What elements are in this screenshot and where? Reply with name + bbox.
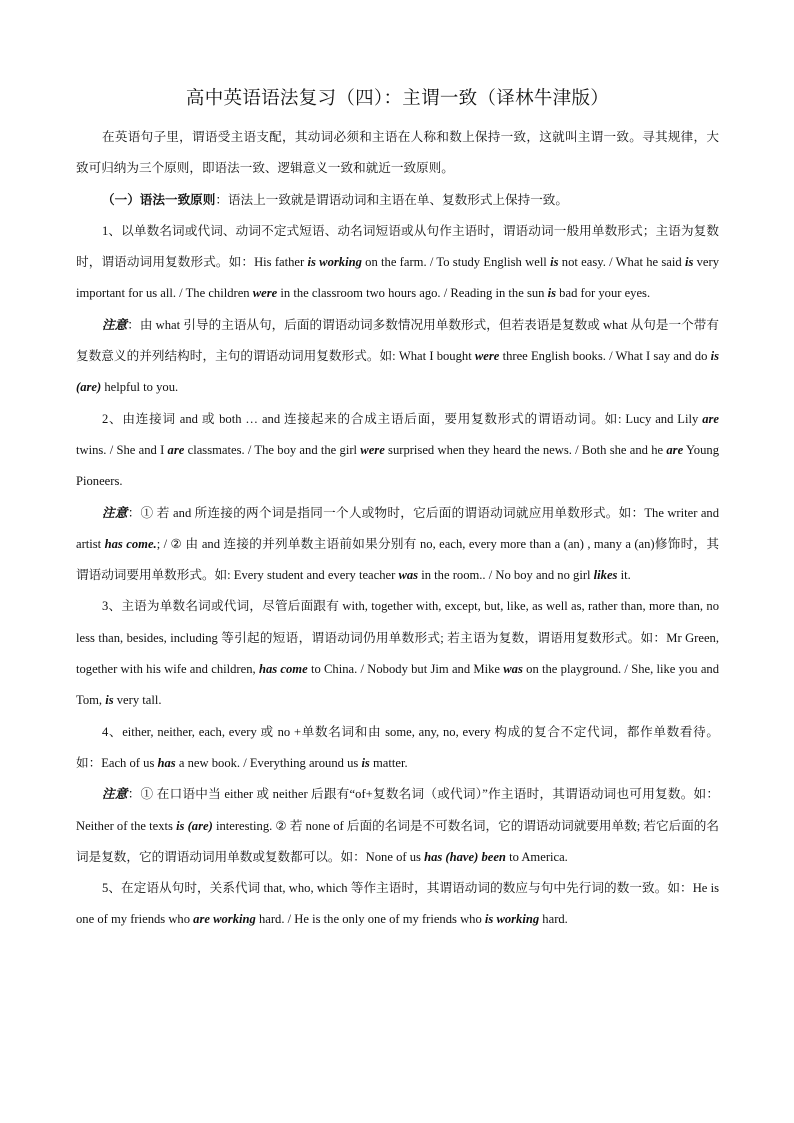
verb-example: was — [398, 568, 419, 583]
verb-example: is (are) — [76, 349, 719, 395]
text-run: a new book. / Everything around us — [175, 755, 362, 770]
text-run: to America. — [505, 849, 568, 864]
rule-paragraph-3 — [76, 591, 719, 716]
verb-example: are — [666, 442, 684, 457]
text-run: three English books. / What I say and do — [499, 349, 711, 364]
text-run: ; / ② 由 and 连接的并列单数主语前如果分别有 no, each, every more than a (an) , many a (an)修饰时，其谓语动词要用单数形式。如: Every student and every teacher — [76, 536, 719, 583]
verb-example: is — [550, 255, 559, 270]
text-run: in the classroom two hours ago. / Reading in the sun — [277, 286, 548, 301]
verb-example: has (have) been — [424, 849, 506, 864]
text-run: 1、以单数名词或代词、动词不定式短语、动名词短语或从句作主语时，谓语动词一般用单数形式；主语为复数时，谓语动词用复数形式。如：His father — [76, 223, 719, 270]
text-run: helpful to you. — [101, 380, 179, 395]
note-paragraph-3 — [76, 779, 719, 873]
text-run: ：① 在口语中当 either 或 neither 后跟有“of+复数名词（或代词）”作主语时，其谓语动词也可用复数。如：Neither of the texts — [76, 787, 719, 833]
verb-example: are — [702, 411, 719, 426]
verb-example: is working — [307, 255, 362, 270]
section-heading-text: ：语法上一致就是谓语动词和主语在单、复数形式上保持一致。 — [215, 192, 568, 207]
verb-example: is — [361, 755, 370, 770]
verb-example: is — [547, 286, 557, 301]
text-run: 5、在定语从句时，关系代词 that, who, which 等作主语时，其谓语动词的数应与句中先行词的数一致。如：He is one of my friends who — [76, 881, 719, 927]
verb-example: is — [105, 693, 114, 708]
verb-example: was — [503, 662, 523, 677]
text-run: on the farm. / To study English well — [361, 255, 551, 270]
verb-example: were — [474, 349, 500, 364]
verb-example: is (are) — [176, 818, 213, 833]
verb-example: has come. — [104, 536, 157, 551]
text-run: matter. — [369, 755, 408, 770]
text-run: 4、either, neither, each, every 或 no +单数名词和由 some, any, no, every 构成的复合不定代词，都作单数看待。如：Each of us — [76, 724, 719, 770]
document-page — [76, 84, 719, 936]
note-label: 注意 — [102, 787, 128, 802]
rule-paragraph-4 — [76, 717, 719, 780]
text-run: ：① 若 and 所连接的两个词是指同一个人或物时，它后面的谓语动词就应用单数形式。如：The writer and artist — [76, 505, 719, 551]
text-run: classmates. / The boy and the girl — [184, 442, 361, 457]
rule-paragraph-2 — [76, 404, 719, 498]
verb-example: likes — [593, 568, 618, 583]
note-label: 注意 — [102, 505, 128, 520]
text-run: interesting. ② 若 none of 后面的名词是不可数名词，它的谓语动词就要用单数; 若它后面的名词是复数，它的谓语动词用单数或复数都可以。如：None of us — [76, 818, 719, 864]
verb-example: are working — [193, 912, 256, 927]
text-run: surprised when they heard the news. / Both she and he — [384, 442, 667, 457]
text-run: hard. — [539, 912, 568, 927]
verb-example: were — [252, 286, 278, 301]
verb-example: has — [157, 755, 176, 770]
section-heading: （一）语法一致原则 — [102, 192, 216, 207]
verb-example: has come — [258, 662, 308, 677]
text-run: very tall. — [113, 693, 162, 708]
page-title: 高中英语语法复习（四）：主谓一致（译林牛津版） — [185, 88, 610, 109]
text-run: on the playground. / She, like you and Tom, — [76, 662, 720, 708]
verb-example: are — [167, 442, 185, 457]
text-run: Young Pioneers. — [76, 442, 719, 489]
text-run: 3、主语为单数名词或代词，尽管后面跟有 with, together with, except, but, like, as well as, rather than, more than, no less than, besides, including 等引起的短语，谓语动词仍用单数形式; 若主语为复数，谓语用复数形式。如：Mr Green, together with his wife and children, — [76, 599, 719, 677]
rule-paragraph-1 — [76, 216, 719, 310]
text-run: ：由 what 引导的主语从句，后面的谓语动词多数情况用单数形式，但若表语是复数或 what 从句是一个带有复数意义的并列结构时，主句的谓语动词用复数形式。如: What I bought — [76, 317, 719, 364]
section-heading-paragraph — [76, 185, 719, 216]
text-run: 2、由连接词 and 或 both … and 连接起来的合成主语后面，要用复数形式的谓语动词。如: Lucy and Lily — [102, 411, 703, 426]
intro-paragraph: 在英语句子里，谓语受主语支配，其动词必须和主语在人称和数上保持一致，这就叫主谓一致。寻其规律，大致可归纳为三个原则，即语法一致、逻辑意义一致和就近一致原则。 — [76, 130, 719, 176]
text-run: bad for your eyes. — [556, 286, 651, 301]
note-paragraph-2 — [76, 498, 719, 592]
note-label: 注意 — [102, 317, 128, 332]
verb-example: is — [684, 255, 694, 270]
text-run: hard. / He is the only one of my friends who — [255, 912, 485, 927]
verb-example: were — [360, 442, 385, 457]
verb-example: is working — [484, 912, 540, 927]
text-run: not easy. / What he said — [558, 255, 685, 270]
text-run: in the room.. / No boy and no girl — [418, 568, 594, 583]
text-run: very important for us all. / The children — [76, 255, 720, 301]
text-run: it. — [617, 568, 631, 583]
text-run: to China. / Nobody but Jim and Mike — [307, 662, 504, 677]
note-paragraph-1 — [76, 310, 719, 404]
rule-paragraph-5 — [76, 873, 719, 936]
text-run: twins. / She and I — [76, 442, 168, 457]
